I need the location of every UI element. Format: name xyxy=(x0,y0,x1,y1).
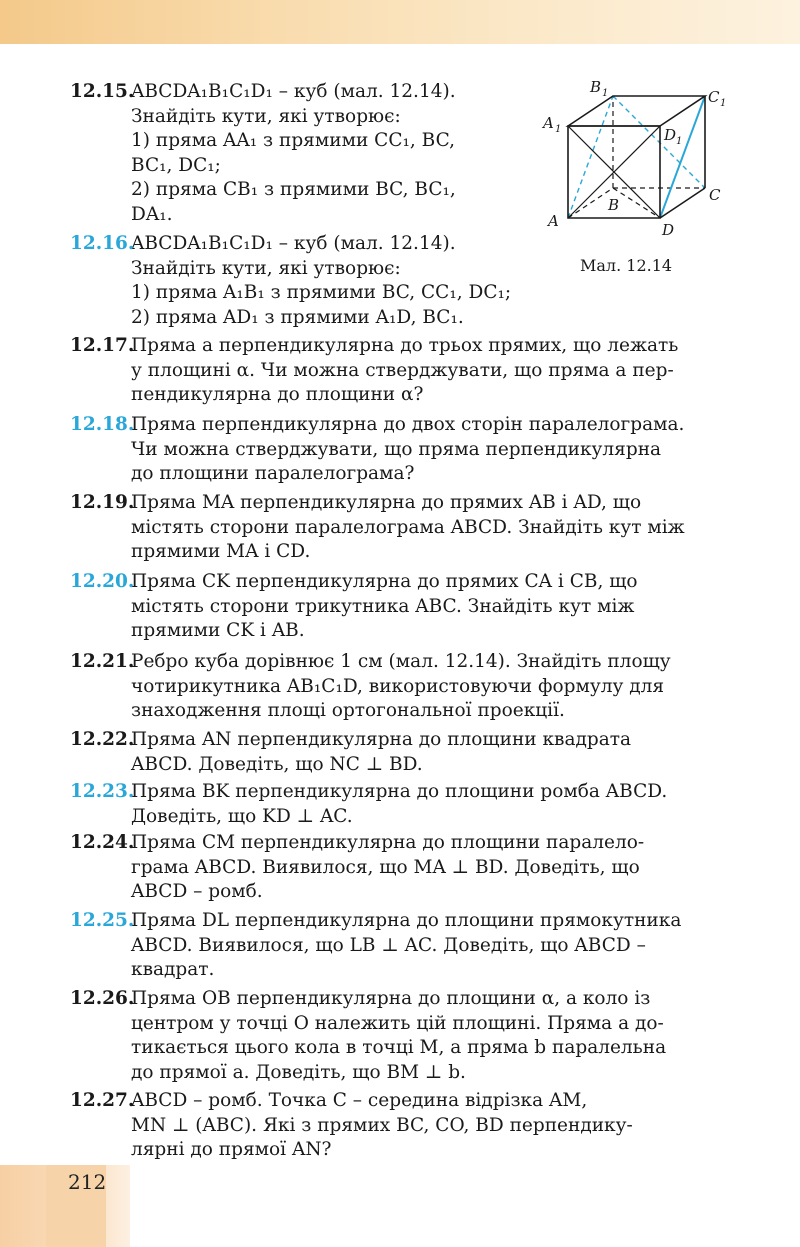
problem-12-18 xyxy=(70,413,730,487)
problem-number: 12.26. xyxy=(70,988,135,1009)
label-C: C xyxy=(709,186,721,204)
problem-line: центром у точці O належить цій площині. Пряма a до- xyxy=(131,1012,664,1034)
problem-12-27 xyxy=(70,1089,730,1163)
problem-number: 12.23. xyxy=(70,781,135,802)
problem-line: знаходження площі ортогональної проекції. xyxy=(131,700,565,721)
diag-A1-C1-blue xyxy=(568,96,705,126)
label-A1: A xyxy=(543,114,554,132)
problem-line: Пряма CK перпендикулярна до прямих CA і CB, що xyxy=(131,571,638,592)
problem-line: ABCD. Доведіть, що NC ⊥ BD. xyxy=(131,753,423,775)
problem-line: Пряма перпендикулярна до двох сторін паралелограма. xyxy=(131,414,685,435)
problem-number: 12.21. xyxy=(70,651,135,672)
problem-line: Пряма MA перпендикулярна до прямих AB і AD, що xyxy=(131,492,642,513)
problem-number: 12.15. xyxy=(70,81,135,102)
edge-DC xyxy=(660,188,705,218)
label-B: B xyxy=(608,196,620,214)
label-A: A xyxy=(548,212,559,230)
diag-B1-C xyxy=(613,96,705,188)
problem-line: Пряма AN перпендикулярна до площини квадрата xyxy=(131,729,632,750)
problem-line: містять сторони трикутника ABC. Знайдіть кут між xyxy=(131,595,635,617)
diag-D-C1 xyxy=(660,96,705,218)
top-face xyxy=(568,96,705,126)
problem-12-17 xyxy=(70,334,730,408)
problem-line: Пряма BK перпендикулярна до площини ромба ABCD. xyxy=(131,781,668,802)
problem-line: Пряма OB перпендикулярна до площини α, а коло із xyxy=(131,988,651,1009)
label-B1: B xyxy=(590,78,602,96)
page-number: 212 xyxy=(68,1170,107,1194)
problem-line: ABCD – ромб. Точка C – середина відрізка AM, xyxy=(131,1090,588,1111)
problem-line: до площини паралелограма? xyxy=(131,463,415,484)
problem-line: Ребро куба дорівнює 1 см (мал. 12.14). Знайдіть площу xyxy=(131,651,671,672)
problem-number: 12.22. xyxy=(70,729,135,750)
problem-12-23 xyxy=(70,780,730,829)
problem-12-20 xyxy=(70,570,730,644)
problem-number: 12.17. xyxy=(70,335,135,356)
problem-number: 12.24. xyxy=(70,832,135,853)
figure-caption: Мал. 12.14 xyxy=(580,256,673,275)
label-C1: C xyxy=(708,88,720,106)
problem-line: лярні до прямої AN? xyxy=(131,1139,332,1160)
problem-line: 2) пряма AD₁ з прямими A₁D, BC₁. xyxy=(131,306,464,328)
problem-number: 12.16. xyxy=(70,233,135,254)
problem-line: 1) пряма A₁B₁ з прямими BC, CC₁, DC₁; xyxy=(131,282,512,303)
problem-line: Пряма a перпендикулярна до трьох прямих, що лежать xyxy=(131,335,679,356)
diag-BD xyxy=(613,188,660,218)
problem-line: ABCD. Виявилося, що LB ⊥ AC. Доведіть, що ABCD – xyxy=(131,934,646,956)
label-D: D xyxy=(662,221,675,238)
label-C1-sub: 1 xyxy=(720,98,727,109)
problem-line: чотирикутника AB₁C₁D, використовуючи формулу для xyxy=(131,675,665,697)
label-D1-sub: 1 xyxy=(676,136,683,147)
problem-line: Чи можна стверджувати, що пряма перпендикулярна xyxy=(131,438,662,460)
problem-number: 12.19. xyxy=(70,492,135,513)
problem-12-21 xyxy=(70,650,730,724)
problem-line: квадрат. xyxy=(131,959,215,980)
problem-line: Знайдіть кути, які утворює: xyxy=(131,257,401,279)
problem-line: Знайдіть кути, які утворює: xyxy=(131,105,401,127)
page-header-band xyxy=(0,0,800,44)
problem-line: Пряма DL перпендикулярна до площини прямокутника xyxy=(131,910,682,931)
problem-line: MN ⊥ (ABC). Які з прямих BC, CO, BD перпендику- xyxy=(131,1114,633,1136)
problem-12-22 xyxy=(70,728,730,777)
problem-line: DA₁. xyxy=(131,203,173,225)
edge-AB xyxy=(568,188,613,218)
label-D1: D xyxy=(664,126,677,144)
problem-line: Пряма CM перпендикулярна до площини паралело- xyxy=(131,832,645,853)
problem-line: BC₁, DC₁; xyxy=(131,154,221,176)
problem-12-24 xyxy=(70,831,730,905)
page-corner-band xyxy=(0,1165,130,1247)
label-B1-sub: 1 xyxy=(602,88,609,99)
problem-12-26 xyxy=(70,987,730,1085)
problem-12-16 xyxy=(70,232,630,330)
problem-line: Доведіть, що KD ⊥ AC. xyxy=(131,805,353,827)
problem-line: ABCD – ромб. xyxy=(131,881,263,902)
problem-line: грама ABCD. Виявилося, що MA ⊥ BD. Доведіть, що xyxy=(131,856,640,878)
problem-line: у площині α. Чи можна стверджувати, що пряма a пер- xyxy=(131,359,674,381)
problem-line: 2) пряма CB₁ з прямими BC, BC₁, xyxy=(131,179,456,200)
problem-12-25 xyxy=(70,909,730,983)
problem-number: 12.20. xyxy=(70,571,135,592)
problem-12-19 xyxy=(70,491,730,565)
diag-A-B1 xyxy=(568,96,613,218)
problem-line: містять сторони паралелограма ABCD. Знайдіть кут між xyxy=(131,516,685,538)
problem-line: до прямої a. Доведіть, що BM ⊥ b. xyxy=(131,1061,466,1083)
problem-line: ABCDA₁B₁C₁D₁ – куб (мал. 12.14). xyxy=(131,233,456,254)
problem-line: прямими CK і AB. xyxy=(131,620,305,641)
label-A1-sub: 1 xyxy=(555,124,562,135)
problem-number: 12.25. xyxy=(70,910,135,931)
problem-line: 1) пряма AA₁ з прямими CC₁, BC, xyxy=(131,130,455,151)
problem-line: пендикулярна до площини α? xyxy=(131,384,424,405)
problem-12-15 xyxy=(70,80,530,227)
problem-line: прямими MA і CD. xyxy=(131,541,311,562)
cube-figure xyxy=(540,78,740,238)
problem-line: ABCDA₁B₁C₁D₁ – куб (мал. 12.14). xyxy=(131,81,456,102)
problem-line: тикається цього кола в точці M, а пряма b паралельна xyxy=(131,1037,667,1058)
problem-number: 12.18. xyxy=(70,414,135,435)
problem-number: 12.27. xyxy=(70,1090,135,1111)
